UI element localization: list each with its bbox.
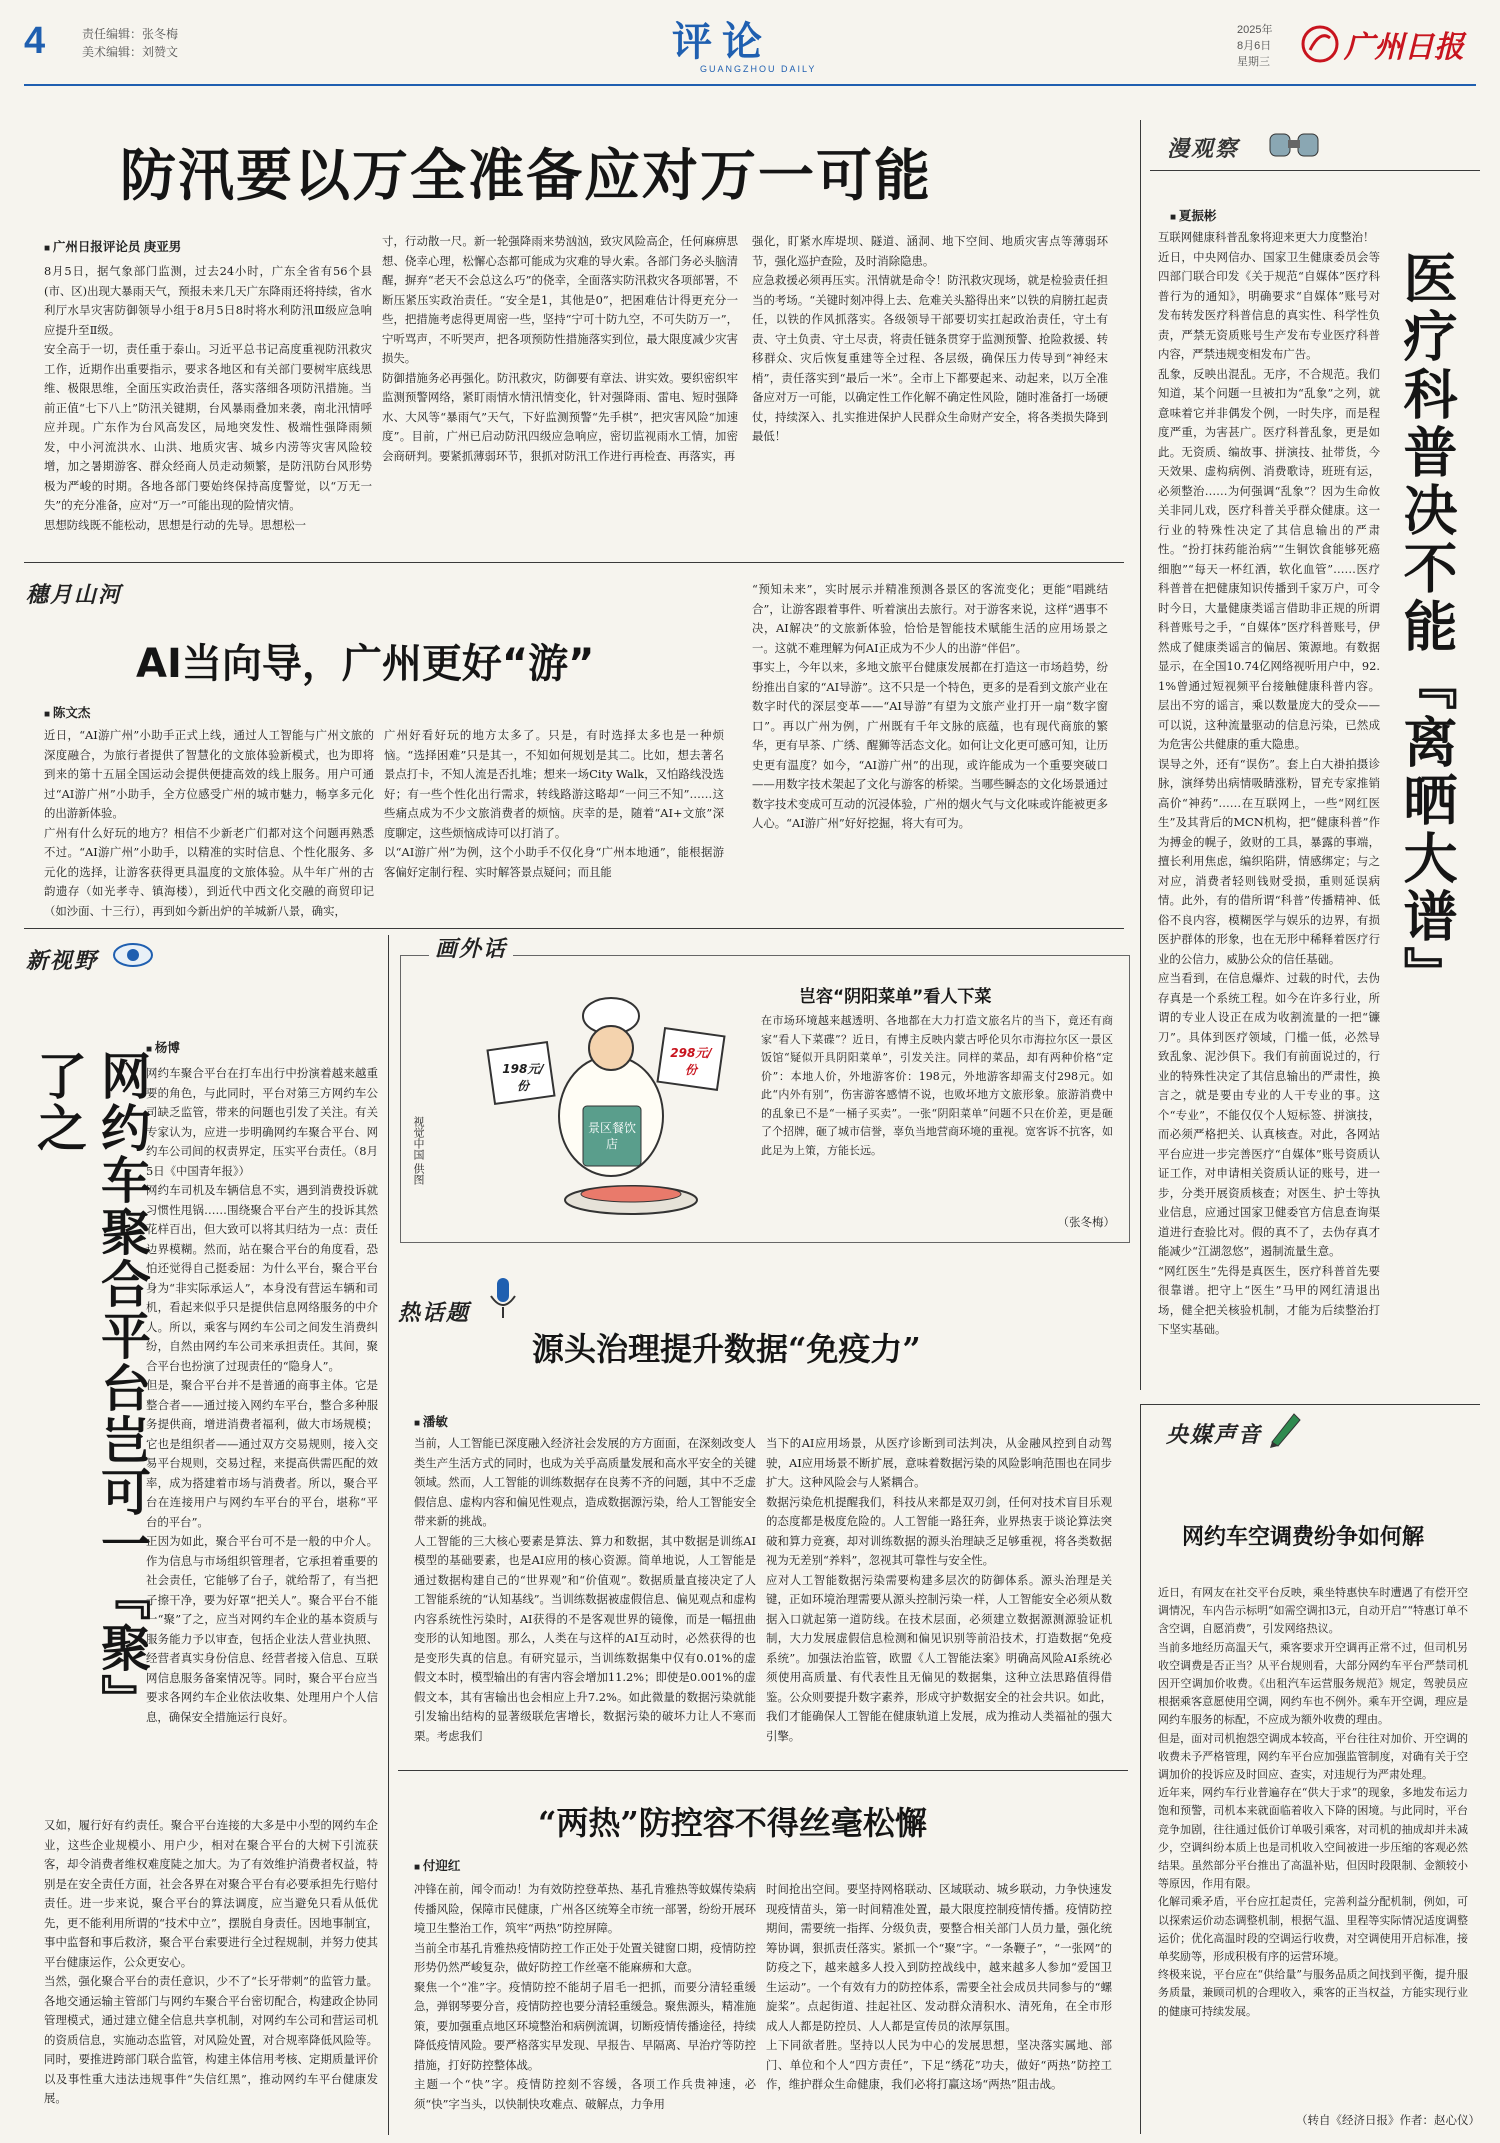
- section-title: 评论: [672, 19, 772, 65]
- flood-column-1: 冲锋在前，闻令而动！为有效防控登革热、基孔肯雅热等蚊媒传染病传播风险，保障市民健康，广州各区统筹全市统一部署，纷纷开展环境卫生整治工作，筑牢“两热”防控屏障。 当前全市基孔肯雅热疫情防控工作正处于处置关键窗口期，疫情防控形势仍然严峻复杂，做好防控工作丝毫不能麻痹和大意。 聚焦一个“准”字。疫情防控不能胡子眉毛一把抓，而要分清轻重缓急，弹钢琴要分音，疫情防控也要分清轻重缓急。聚焦源头，精准施策，要加强重点地区环境整治和病例流调，切断疫情传播途径，持续降低疫情风险。要严格落实早发现、早报告、早隔离、早治疗等防控措施，打好防控整体战。 主题一个“快”字。疫情防控刻不容缓，各项工作兵贵神速，必须“快”字当头，以快制快攻难点、破解点，力争用: [414, 1882, 756, 2111]
- side-byline: ■ 夏振彬: [1170, 206, 1216, 224]
- ride-vertical-title: 网约车聚合平台岂可一『聚』了之: [29, 1050, 151, 1726]
- cartoon-sign-left: 198元/份: [502, 1062, 544, 1093]
- cartoon-caption: 视觉中国 供图: [412, 1116, 424, 1186]
- masthead-rule: [24, 84, 1476, 86]
- car-ac-column-tag: 央媒声音: [1166, 1422, 1263, 1448]
- art-editor-line: 美术编辑：刘赞文: [82, 45, 179, 59]
- binoculars-icon: [1264, 126, 1324, 162]
- section-subtitle: GUANGZHOU DAILY: [700, 64, 817, 74]
- cartoon-box: [400, 936, 1130, 1243]
- lead-headline: 防汛要以万全准备应对万一可能: [120, 144, 932, 209]
- data-bottom-rule: [398, 1770, 1128, 1771]
- cartoon-illustration: [461, 976, 731, 1226]
- car-ac-source: （转自《经济日报》作者：赵心仪）: [1296, 2113, 1480, 2127]
- data-column-1: 当前，人工智能已深度融入经济社会发展的方方面面，在深刻改变人类生产生活方式的同时，也成为关乎高质量发展和高水平安全的关键领域。然而，人工智能的训练数据存在良莠不齐的问题，其中不乏虚假信息、虚构内容和偏见性观点，造成数据源污染，给人工智能安全带来新的挑战。 人工智能的三大核心要素是算法、算力和数据，其中数据是训练AI模型的基础要素，也是AI应用的核心资源。简单地说，人工智能是通过数据构建自己的“世界观”和“价值观”。数据质量直接决定了人工智能系统的“认知基线”。当训练数据被虚假信息、偏见观点和虚构内容系统性污染时，AI获得的不是客观世界的镜像，而是一幅扭曲变形的认知地图。那么，人类在与这样的AI互动时，必然获得的也是变形失真的信息。有研究显示，当训练数据集中仅有0.01%的虚假文本时，模型输出的有害内容会增加11.2%；即使是0.001%的虚假文本，其有害输出也会相应上升7.2%。如此微量的数据污染就能引发输出结构的显著级联危害增长，数据污染的破坏力让人不寒而栗。考虑我们: [414, 1436, 756, 1743]
- lead-column-3: 强化，盯紧水库堤坝、隧道、涵洞、地下空间、地质灾害点等薄弱环节，强化巡护查险，及时消除隐患。 应急救援必须再压实。汛情就是命令！防汛救灾现场，就是检验责任担当的考场。“关键时刻冲得上去、危难关头豁得出来”以铁的肩膀扛起责任，以铁的作风抓落实。各级领导干部要切实扛起政治责任，守土有责、守土负责、守土尽责，将责任链条贯穿于监测预警、抢险救援、转移群众、灾后恢复重建等全过程、各层级，确保压力传导到“神经末梢”，责任落实到“最后一米”。全市上下都要起来、动起来，以万全准备应对万一可能，以确定性工作化解不确定性风险，随时准备打一场硬仗，持续深入、扎实推进保护人民群众生命财产安全，将各类损失降到最低！: [752, 234, 1108, 443]
- paper-logo-icon: [1300, 24, 1340, 64]
- lead-byline: ■ 广州日报评论员 庚亚男: [44, 237, 181, 255]
- car-ac-top-rule: [1140, 1404, 1480, 1405]
- microphone-icon: [486, 1276, 520, 1320]
- lead-column-1: 8月5日，据气象部门监测，过去24小时，广东全省有56个县(市、区)出现大暴雨天气，预报未来几天广东降雨还将持续，省水利厅水旱灾害防御领导小组于8月5日8时将水利防汛Ⅲ级应急响应提升至Ⅱ级。 安全高于一切，责任重于泰山。习近平总书记高度重视防汛救灾工作，近期作出重要指示，要求各地区和有关部门要树牢底线思维、极限思维，全面压实政治责任，落实落细各项防汛措施。当前正值“七下八上”防汛关键期，台风暴雨叠加来袭，南北汛情呼应并现。广东作为台风高发区，局地突发性、极端性强降雨频发，中小河流洪水、山洪、地质灾害、城乡内涝等灾害风险较增，加之暑期游客、群众经商人员走动频繁，是防汛防台风形势极为严峻的时期。各地各部门要始终保持高度警觉，以“万无一失”的充分准备，应对“万一”可能出现的险情灾情。 思想防线既不能松动，思想是行动的先导。思想松一: [44, 264, 372, 532]
- flood-byline: ■ 付迎红: [414, 1856, 460, 1874]
- ride-column-1: 网约车聚合平台在打车出行中扮演着越来越重要的角色，与此同时，平台对第三方网约车公司缺乏监管，带来的问题也引发了关注。有关专家认为，应进一步明确网约车聚合平台、网约车公司间的权责界定，压实平台责任。（8月5日《中国青年报》） 网约车司机及车辆信息不实，遇到消费投诉就习惯性甩锅……围绕聚合平台产生的投诉其然花样百出，但大致可以将其归结为一点：责任边界模糊。然而，站在聚合平台的角度看，恐怕还觉得自己挺委屈：为什么平台，聚合平台身为“非实际承运人”，本身没有营运车辆和司机，看起来似乎只是提供信息网络服务的中介人。所以，乘客与网约车公司之间发生消费纠纷，自然由网约车公司来承担责任。其间，聚合平台也扮演了过现责任的“隐身人”。 但是，聚合平台并不是普通的商事主体。它是整合者——通过接入网约车平台，整合多种服务提供商，增进消费者福利，做大市场规模；它也是组织者——通过双方交易规则，接入交易平台规则，交易过程，来提高供需匹配的效率，成为搭建着市场与消费者。所以，聚合平台在连接用户与网约车平台的平台，堪称“平台的平台”。 正因为如此，聚合平台可不是一般的中介人。作为信息与市场组织管理者，它承担着重要的社会责任，它能够了台子，就给帮了，有当把子擦干净，要为好罩“把关人”。聚合平台不能一“聚”了之，应当对网约车企业的基本资质与服务能力予以审查，包括企业法人营业执照、经营者真实身份信息、经营者接入信息、互联网信息服务备案情况等。同时，聚合平台应当要求各网约车企业依法收集、处理用户个人信息，确保安全措施运行良好。: [146, 1066, 378, 1724]
- cartoon-column-tag: 画外话: [429, 932, 513, 963]
- ride-right-divider: [388, 935, 389, 2135]
- cartoon-apron-text: 景区餐饮店: [587, 1121, 636, 1151]
- date-weekday: 星期三: [1237, 56, 1270, 68]
- editor-line: 责任编辑：张冬梅: [82, 27, 179, 41]
- lead-column-2: 寸，行动散一尺。新一轮强降雨来势汹汹，致灾风险高企，任何麻痹思想、侥幸心理，松懈心态都可能成为灾难的导火索。各部门务必头脑清醒，摒弃“老天不会总这么巧”的侥幸，全面落实防汛救灾各项部署，不断压紧压实政治责任。“安全是1，其他是0”，把困难估计得更充分一些，把措施考虑得更周密一些，坚持“宁可十防九空，不可失防万一”，宁听骂声，不听哭声，把各项预防性措施落实到位，最大限度减少灾害损失。 防御措施务必再强化。防汛救灾，防御要有章法、讲实效。要织密织牢监测预警网络，紧盯雨情水情汛情变化，针对强降雨、雷电、短时强降水、大风等“暴雨气”天气，下好监测预警“先手棋”，把灾害风险“加速度”。目前，广州已启动防汛四级应急响应，密切监视雨水工情，加密会商研判。要紧抓薄弱环节，狠抓对防汛工作进行再检查、再落实，再: [382, 234, 738, 463]
- car-ac-headline: 网约车空调费纷争如何解: [1182, 1524, 1425, 1550]
- flood-column-2: 时间抢出空间。要坚持网格联动、区域联动、城乡联动，力争快速发现疫情苗头，第一时间精准处置，最大限度控制疫情传播。疫情防控期间，需要统一指挥、分级负责，要整合相关部门人员力量，强化统筹协调，狠抓责任落实。紧抓一个“聚”字。“一条鞭子”，“一张网”的防疫之下，越来越多人投入到防控战线中，越来越多人参加“爱国卫生运动”。一个有效有力的防控体系，需要全社会成员共同参与的“螺旋桨”。点起街道、挂起社区、发动群众清积水、清死角，在全市形成人人都是防控员、人人都是宣传员的浓厚氛围。 上下同欲者胜。坚持以人民为中心的发展思想，坚决落实属地、部门、单位和个人“四方责任”，下足“绣花”功夫，做好“两热”防控工作，维护群众生命健康，我们必将打赢这场“两热”阻击战。: [766, 1882, 1112, 2091]
- data-column-tag: 热话题: [398, 1300, 471, 1326]
- car-ac-left-divider: [1140, 1404, 1141, 2134]
- ai-column-3: “预知未来”，实时展示并精准预测各景区的客流变化；更能“唱跳结合”，让游客跟着事件、听着演出去旅行。对于游客来说，这样“遇事不决，AI解决”的文旅新体验，恰恰是智能技术赋能生活的应用场景之一。这就不难理解为何AI正成为不少人的出游“伴侣”。 事实上，今年以来，多地文旅平台健康发展都在打造这一市场趋势，纷纷推出自家的“AI导游”。这不只是一个特色，更多的是看到文旅产业在数字时代的深层变革——“AI导游”有望为文旅产业打开一扇“数字窗口”。再以广州为例，广州既有千年文脉的底蕴，也有现代商旅的繁华，更有早茶、广绣、醒狮等活态文化。如何让文化更可感可知，让历史更有温度？如今，“AI游广州”的出现，或许能成为一个重要突破口——用数字技术架起了文化与游客的桥梁。当哪些瞬态的文化场景通过数字技术变成可互动的沉浸体验，广州的烟火气与文化味或许能被更多人心。“AI游广州”好好挖掘，将大有可为。: [752, 582, 1108, 830]
- ride-column-2: 又如，履行好有约责任。聚合平台连接的大多是中小型的网约车企业，这些企业规模小、用户少，相对在聚合平台的大树下引流获客，却令消费者维权难度陡之加大。为了有效维护消费者权益，特别是在安全责任方面，社会各界在对聚合平台有必要承担先行赔付责任。进一步来说，聚合平台的算法调度，应当避免只看从低优先，更不能利用所谓的“技术中立”，摆脱自身责任。因地事制宜，事中监督和事后救济，聚合平台索要进行全过程规制，并努力使其平台健康运作，公众更安心。 当然，强化聚合平台的责任意识，少不了“长牙带刺”的监管力量。各地交通运输主管部门与网约车聚合平台密切配合，构建政企协同管理模式，通过建立健全信息共享机制，对网约车公司和营运司机的资质信息，实施动态监管，对风险处置，对合规率降低风险等。同时，要推进跨部门联合监管，构建主体信用考核、定期质量评价以及事性重大违法违规事件“失信红黑”，推动网约车平台健康发展。: [44, 1818, 378, 2105]
- data-byline: ■ 潘敏: [414, 1412, 448, 1430]
- cartoon-sign-right: 298元/份: [670, 1046, 712, 1077]
- data-column-2: 当下的AI应用场景，从医疗诊断到司法判决，从金融风控到自动驾驶，AI应用场景不断扩展，意味着数据污染的风险影响范围也在同步扩大。这种风险会与人紧耦合。 数据污染危机提醒我们，科技从来都是双刃剑，任何对技术盲目乐观的态度都是极度危险的。人工智能一路狂奔，业界热衷于谈论算法突破和算力竞赛，却对训练数据的源头治理缺乏足够重视，将各类数据视为无差别“养料”，忽视其可靠性与安全性。 应对人工智能数据污染需要构建多层次的防御体系。源头治理是关键，正如环境治理需要从源头控制污染一样，人工智能安全必须从数据入口就起第一道防线。在技术层面，必须建立数据源测源验证机制，大力发展虚假信息检测和偏见识别等前沿技术，打造数据“免疫系统”。加强法治监管，欧盟《人工智能法案》明确高风险AI系统必须使用高质量、有代表性且无偏见的数据集，这种立法思路值得借鉴。公众则要提升数字素养，形成守护数据安全的社会共识。如此，我们才能确保人工智能在健康轨道上发展，成为推动人类福祉的强大引擎。: [766, 1436, 1112, 1743]
- paper-name: 广州日报: [1344, 30, 1464, 65]
- ride-column-tag: 新视野: [26, 948, 99, 974]
- flood-headline: “两热”防控容不得丝毫松懈: [538, 1804, 927, 1842]
- side-vertical-title: 医疗科普决不能『离晒大谱』: [1395, 250, 1458, 1004]
- cartoon-body: 在市场环境越来越透明、各地都在大力打造文旅名片的当下，竟还有商家“看人下菜碟”？近日，有博主反映内蒙古呼伦贝尔市海拉尔区一景区饭馆“疑似开具阴阳菜单”，引发关注。同样的菜品，却有两种价格“定价”：本地人价，外地游客价：198元，外地游客却需支付298元。如此“内外有别”，伤害游客感情不说，也败坏地方文旅形象。旅游消费中的乱象已不是“一桶子买卖”。一张“阴阳菜单”问题不只在价差，更是砸了个招牌，砸了城市信誉，辜负当地营商环境的重视。宽客诉不抗客，如此足为上策，方能长远。: [761, 1014, 1113, 1157]
- pen-icon: [1264, 1408, 1304, 1448]
- side-tag-rule: [1150, 170, 1480, 171]
- date-md: 8月6日: [1237, 40, 1272, 52]
- eye-icon: [112, 942, 154, 968]
- side-body: 互联网健康科普乱象将迎来更大力度整治！ 近日，中央网信办、国家卫生健康委员会等四部门联合印发《关于规范“自媒体”医疗科普行为的通知》，明确要求“自媒体”账号对发布转发医疗科普信息的真实性、科学性负责，严禁无资质账号生产发布专业医疗科普内容，严禁违规变相发布广告。 乱象，反映出混乱。无序，不合规范。我们知道，某个问题一旦被扣为“乱象”之列，就意味着它并非偶发个例，一时失序，而是程度严重，为害甚广。医疗科普乱象，更是如此。无资质、编故事、拼演技、扯带货，今天效果、虚构病例、消费歌诗，班班有运，必须整治……为何强调“乱象”？因为生命攸关非同儿戏，医疗科普关乎群众健康。这一行业的特殊性决定了其信息输出的严肃性。“扮打抹药能治病”“生铜饮食能够死癌细胞”“每天一杯红酒，软化血管”……医疗科普普在把健康知识传播到千家万户，可令时今日，大量健康类谣言借助非正规的所谓科普账号之手，“自媒体”医疗科普账号，伊然成了健康类谣言的偏居、策源地。有数据显示，在全国10.74亿网络视听用户中，92.1%曾通过短视频平台接触健康科普内容。层出不穷的谣言，乘以数量庞大的受众——可以说，这种流量驱动的信息污染，已然成为危害公共健康的重大隐患。 误导之外，还有“误伤”。套上白大褂拍摄诊脉，演绎势出病情吸睛涨粉，冒充专家推销高价“神药”……在互联网上，一些“网红医生”及其背后的MCN机构，把“健康科普”作为搏金的幌子，敛财的工具，暴露的事端，擅长利用焦虑，编织陷阱，情感绑定；与之对应，消费者轻则钱财受损，重则延误病情。此外，有的借所谓“科普”传播精神、低俗不良内容，模糊医学与娱乐的边界，有损医护群体的形象，也在无形中稀释着医疗行业的公信力，威胁公众的信任基础。 应当看到，在信息爆炸、过载的时代，去伪存真是一个系统工程。如今在许多行业，所谓的专业人设正在成为收割流量的一把“镰刀”。具体到医疗领域，门槛一低，必然导致乱象、泥沙俱下。我们有前面说过的，行业的特殊性决定了其信息输出的严肃性，换言之，就是要由专业的人干专业的事。这个“专业”，不能仅仅个人短标签、拼演技，而必须严格把关、认真核查。对此，各网站平台应进一步完善医疗“自媒体”账号资质认证工作，对申请相关资质认证的账号，进一步，分类开展资质核查；对医生、护士等执业信息，应通过国家卫健委官方信息查询渠道进行查验比对。假的真不了，去伪存真才能减少“江湖忽悠”，遏制流量生意。 “网红医生”先得是真医生，医疗科普首先要很靠谱。把守上“医生”马甲的网红清退出场，健全把关核验机制，才能为后续整治打下坚实基础。: [1158, 230, 1380, 1336]
- cartoon-signature: （张冬梅）: [1057, 1215, 1115, 1229]
- side-column-tag: 漫观察: [1167, 136, 1240, 162]
- ai-column-1: 近日，“AI游广州”小助手正式上线，通过人工智能与广州文旅的深度融合，为旅行者提供了智慧化的文旅体验新模式，也为即将到来的第十五届全国运动会提供便捷高效的线上服务。用户可通过“AI游广州”小助手，全方位感受广州的城市魅力，畅享多元化的出游新体验。 广州有什么好玩的地方？相信不少新老广们都对这个问题再熟悉不过。“AI游广州”小助手，以精准的实时信息、个性化服务、多元化的选择，让游客获得更具温度的文旅体验。从牛年广州的古韵遗存（如光孝寺、镇海楼），到近代中西文化交融的商贸印记（如沙面、十三行），再到如今新出炉的羊城新八景，确实，: [44, 728, 374, 918]
- ai-column-2: 广州好看好玩的地方太多了。只是，有时选择太多也是一种烦恼。“选择困难”只是其一，不知如何规划是其二。比如，想去著名景点打卡，不知人流是否扎堆；想来一场City Walk，又怕路线没选好；有一些个性化出行需求，转线路游这略却“一问三不知”……这些痛点成为不少文旅消费者的烦恼。庆幸的是，随着“AI+文旅”深度聊定，这些烦恼成诗可以打消了。 以“AI游广州”为例，这个小助手不仅化身“广州本地通”，能根据游客偏好定制行程、实时解答景点疑问；而且能: [384, 728, 724, 879]
- lead-bottom-rule: [24, 562, 1124, 563]
- ai-bottom-rule: [24, 928, 1124, 929]
- ai-column-tag: 穗月山河: [26, 582, 123, 608]
- ride-byline: ■ 杨博: [146, 1038, 180, 1056]
- data-headline: 源头治理提升数据“免疫力”: [532, 1330, 921, 1368]
- cartoon-headline: 岂容“阴阳菜单”看人下菜: [799, 987, 992, 1007]
- date-year: 2025年: [1237, 24, 1273, 36]
- ai-headline: AI当向导，广州更好“游”: [136, 641, 595, 687]
- side-vertical-divider: [1140, 120, 1141, 1390]
- ai-byline: ■ 陈文杰: [44, 703, 90, 721]
- page-number: 4: [24, 20, 46, 62]
- cartoon-signature-name: 张冬梅: [1069, 1215, 1104, 1229]
- car-ac-body: 近日，有网友在社交平台反映，乘坐特惠快车时遭遇了有偿开空调情况，车内告示标明“如需空调扣3元，自动开启”“特惠订单不含空调，自愿消费”，引发网络热议。 当前多地经历高温天气，乘客要求开空调再正常不过，但司机另收空调费是否正当？从平台规则看，大部分网约车平台严禁司机因开空调加价收费。《出租汽车运营服务规范》规定，驾驶员应根据乘客意愿使用空调，网约车也不例外。乘车开空调，理应是网约车服务的标配，不应成为额外收费的理由。 但是，面对司机抱怨空调成本较高，平台往往对加价、开空调的收费未予严格管理，网约车平台应加强监管制度，对确有关于空调加价的投诉应及时回应、查实，对违规行为严肃处理。 近年来，网约车行业普遍存在“供大于求”的现象，多地发布运力饱和预警，司机本来就面临着收入下降的困境。与此同时，平台竞争加剧，往往通过低价订单吸引乘客，对司机的抽成却并未减少，空调纠纷本质上也是司机收入空间被进一步压缩的客观必然结果。虽然部分平台推出了高温补贴，但因时段限制、金额较小等原因，作用有限。 化解司乘矛盾，平台应扛起责任，完善利益分配机制，例如，可以探索运价动态调整机制，根据气温、里程等实际情况适度调整运价；优化高温时段的空调运行收费，对空调使用开启标准，接单奖励等，形成积极有序的运营环境。 终极来说，平台应在“供给量”与服务品质之间找到平衡，提升服务质量，兼顾司机的合理收入，乘客的正当权益，方能实现行业的健康可持续发展。: [1158, 1586, 1468, 2018]
